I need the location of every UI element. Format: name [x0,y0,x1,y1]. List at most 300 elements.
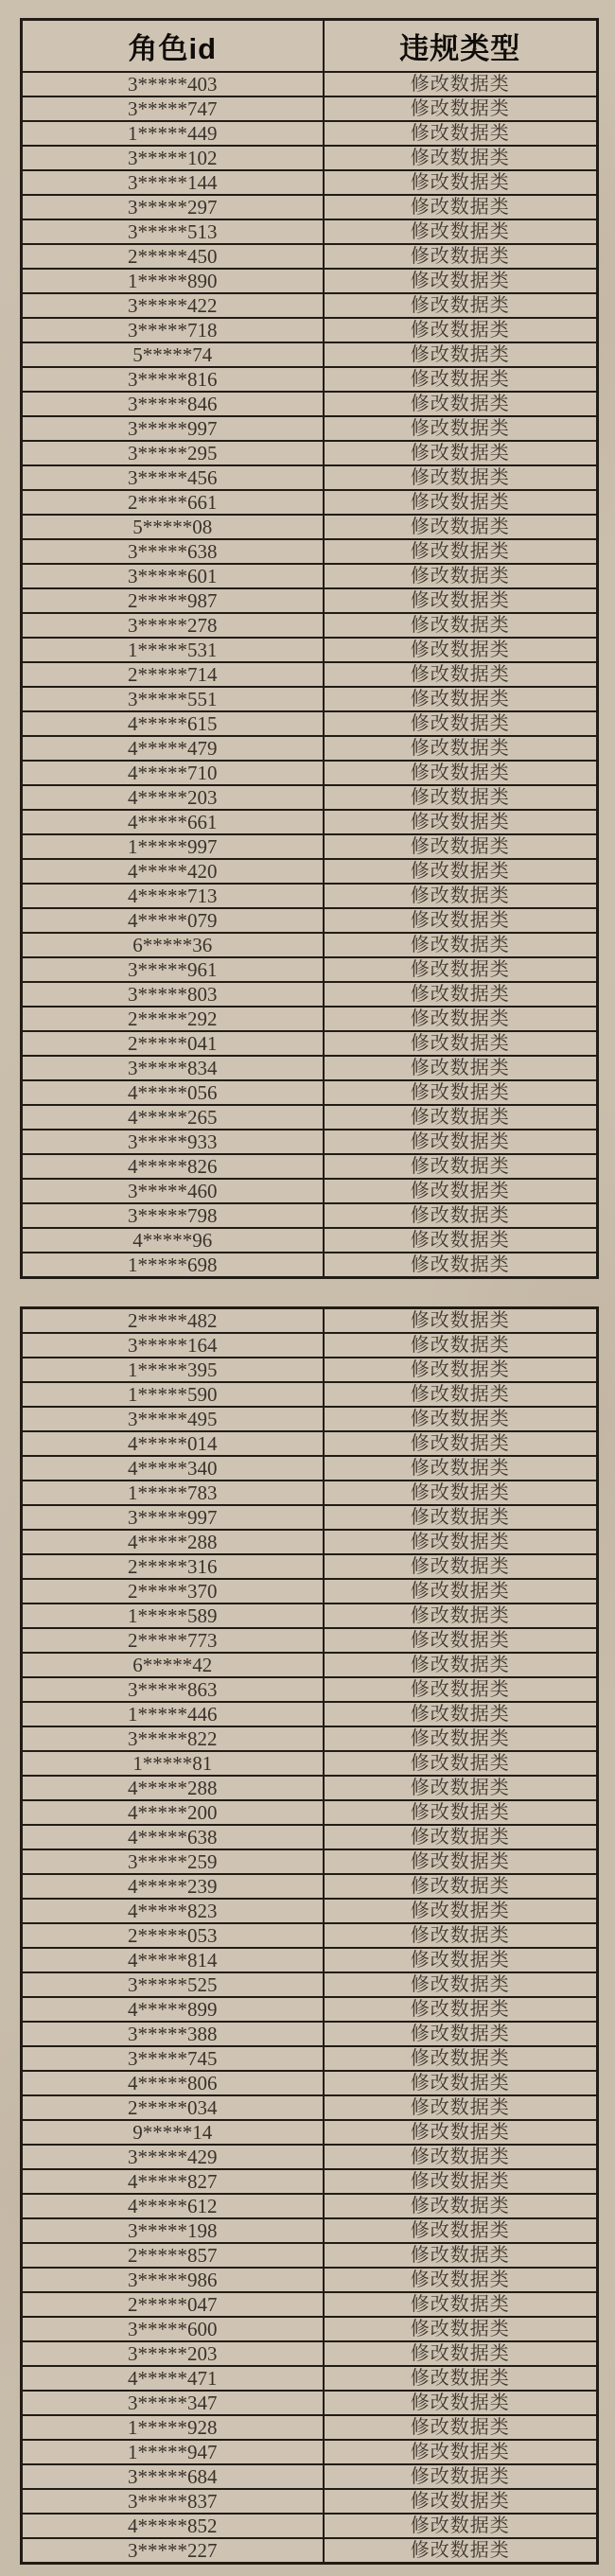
role-id-cell: 4*****471 [22,2366,324,2391]
role-id-cell: 3*****837 [22,2489,324,2514]
table-row [22,638,598,662]
role-id-cell: 4*****340 [22,1456,324,1481]
role-id-cell: 9*****14 [22,2120,324,2145]
role-id-cell: 4*****200 [22,1800,324,1825]
table-row [22,2514,598,2538]
table-row [22,1456,598,1481]
violation-type-cell: 修改数据类 [324,1031,598,1056]
role-id-cell: 4*****826 [22,1154,324,1179]
table-row [22,933,598,957]
role-id-cell: 3*****745 [22,2046,324,2071]
table-row [22,2268,598,2292]
table-row [22,1751,598,1776]
role-id-cell: 4*****014 [22,1431,324,1456]
violation-type-cell: 修改数据类 [324,1653,598,1677]
table-row [22,1628,598,1653]
table-row [22,711,598,736]
role-id-cell: 3*****259 [22,1849,324,1874]
table-row [22,367,598,392]
violation-type-cell: 修改数据类 [324,2046,598,2071]
role-id-cell: 3*****144 [22,170,324,195]
violation-type-cell: 修改数据类 [324,1603,598,1628]
role-id-cell: 4*****899 [22,1997,324,2022]
table-row [22,392,598,416]
table-row [22,170,598,195]
table-row [22,1105,598,1130]
violation-type-cell: 修改数据类 [324,834,598,859]
violation-table-primary [20,18,599,1279]
table-row [22,2415,598,2440]
role-id-cell: 3*****961 [22,957,324,982]
role-id-cell: 4*****638 [22,1825,324,1849]
violation-type-cell: 修改数据类 [324,1080,598,1105]
violation-type-cell: 修改数据类 [324,859,598,884]
table-row [22,2194,598,2218]
violation-type-cell: 修改数据类 [324,1751,598,1776]
violation-type-cell: 修改数据类 [324,884,598,908]
violation-type-cell: 修改数据类 [324,1253,598,1278]
violation-type-cell: 修改数据类 [324,1874,598,1899]
role-id-cell: 4*****288 [22,1776,324,1800]
table-row [22,2046,598,2071]
table-row [22,1726,598,1751]
table-row [22,72,598,96]
violation-type-cell: 修改数据类 [324,982,598,1007]
violation-type-cell: 修改数据类 [324,1179,598,1203]
table-row [22,342,598,367]
role-id-cell: 3*****297 [22,195,324,219]
violation-type-cell: 修改数据类 [324,908,598,933]
table-row [22,1776,598,1800]
role-id-cell: 1*****698 [22,1253,324,1278]
role-id-cell: 3*****822 [22,1726,324,1751]
table-row [22,736,598,761]
role-id-cell: 3*****816 [22,367,324,392]
violation-type-cell: 修改数据类 [324,219,598,244]
table-row [22,1333,598,1358]
role-id-cell: 6*****36 [22,933,324,957]
role-id-cell: 4*****479 [22,736,324,761]
table-row [22,2440,598,2464]
violation-type-cell: 修改数据类 [324,2538,598,2564]
violation-type-cell: 修改数据类 [324,2415,598,2440]
violation-type-cell: 修改数据类 [324,1308,598,1334]
role-id-cell: 1*****928 [22,2415,324,2440]
violation-type-cell: 修改数据类 [324,810,598,834]
violation-type-cell: 修改数据类 [324,564,598,588]
table-row [22,1253,598,1278]
role-id-cell: 3*****198 [22,2218,324,2243]
role-id-cell: 4*****420 [22,859,324,884]
violation-type-cell: 修改数据类 [324,2341,598,2366]
violation-type-cell: 修改数据类 [324,1358,598,1382]
table-row [22,1431,598,1456]
violation-type-cell: 修改数据类 [324,1825,598,1849]
role-id-cell: 1*****590 [22,1382,324,1407]
role-id-cell: 3*****933 [22,1130,324,1154]
violation-type-cell: 修改数据类 [324,1228,598,1253]
violation-type-cell: 修改数据类 [324,2464,598,2489]
table-row [22,269,598,293]
role-id-cell: 4*****713 [22,884,324,908]
role-id-cell: 3*****388 [22,2022,324,2046]
violation-type-cell: 修改数据类 [324,146,598,170]
table-row [22,1899,598,1923]
table-row [22,1179,598,1203]
violation-type-header: 违规类型 [324,20,598,73]
table-row [22,564,598,588]
violation-type-cell: 修改数据类 [324,2268,598,2292]
table-row [22,2292,598,2317]
table-row [22,1923,598,1948]
role-id-cell: 2*****773 [22,1628,324,1653]
table-row [22,957,598,982]
violation-type-cell: 修改数据类 [324,465,598,490]
violation-type-cell: 修改数据类 [324,1505,598,1530]
role-id-cell: 3*****203 [22,2341,324,2366]
role-id-cell: 3*****601 [22,564,324,588]
role-id-cell: 3*****347 [22,2391,324,2415]
violation-type-cell: 修改数据类 [324,711,598,736]
role-id-cell: 3*****803 [22,982,324,1007]
table-row [22,539,598,564]
table-row [22,1154,598,1179]
role-id-cell: 6*****42 [22,1653,324,1677]
violation-type-cell: 修改数据类 [324,515,598,539]
violation-type-cell: 修改数据类 [324,1431,598,1456]
role-id-cell: 4*****806 [22,2071,324,2095]
violation-type-cell: 修改数据类 [324,2391,598,2415]
role-id-cell: 3*****638 [22,539,324,564]
table-row [22,195,598,219]
violation-type-cell: 修改数据类 [324,2292,598,2317]
violation-type-cell: 修改数据类 [324,1407,598,1431]
role-id-cell: 1*****997 [22,834,324,859]
role-id-cell: 2*****034 [22,2095,324,2120]
role-id-cell: 4*****852 [22,2514,324,2538]
table-row [22,490,598,515]
violation-type-cell: 修改数据类 [324,638,598,662]
role-id-cell: 3*****684 [22,2464,324,2489]
table-row [22,613,598,638]
table-row [22,244,598,269]
table-row [22,834,598,859]
violation-type-cell: 修改数据类 [324,195,598,219]
violation-type-cell: 修改数据类 [324,121,598,146]
table-row [22,1308,598,1334]
violation-type-cell: 修改数据类 [324,1726,598,1751]
violation-type-cell: 修改数据类 [324,662,598,687]
table-row [22,1358,598,1382]
role-id-cell: 2*****661 [22,490,324,515]
table-row [22,1031,598,1056]
violation-type-cell: 修改数据类 [324,1203,598,1228]
role-id-cell: 3*****102 [22,146,324,170]
violation-type-cell: 修改数据类 [324,2489,598,2514]
violation-type-cell: 修改数据类 [324,1056,598,1080]
table-row [22,908,598,933]
violation-type-cell: 修改数据类 [324,490,598,515]
table-row [22,416,598,441]
role-id-cell: 2*****370 [22,1579,324,1603]
table-row [22,318,598,342]
table-row [22,1080,598,1105]
role-id-cell: 2*****482 [22,1308,324,1334]
table-row [22,1554,598,1579]
table-row [22,785,598,810]
violation-type-cell: 修改数据类 [324,2243,598,2268]
table-row [22,2218,598,2243]
violation-type-cell: 修改数据类 [324,2194,598,2218]
violation-type-cell: 修改数据类 [324,613,598,638]
role-id-cell: 4*****661 [22,810,324,834]
role-id-cell: 1*****890 [22,269,324,293]
table-row [22,1677,598,1702]
table-row [22,2169,598,2194]
role-id-cell: 1*****449 [22,121,324,146]
violation-type-cell: 修改数据类 [324,1130,598,1154]
violation-type-cell: 修改数据类 [324,957,598,982]
role-id-cell: 3*****525 [22,1972,324,1997]
role-id-cell: 3*****495 [22,1407,324,1431]
role-id-cell: 3*****798 [22,1203,324,1228]
table-row [22,1603,598,1628]
violation-type-cell: 修改数据类 [324,1382,598,1407]
violation-type-cell: 修改数据类 [324,2169,598,2194]
violation-type-cell: 修改数据类 [324,1948,598,1972]
role-id-cell: 1*****947 [22,2440,324,2464]
violation-type-cell: 修改数据类 [324,1554,598,1579]
role-id-cell: 2*****987 [22,588,324,613]
role-id-cell: 2*****316 [22,1554,324,1579]
role-id-cell: 2*****053 [22,1923,324,1948]
violation-type-cell: 修改数据类 [324,1481,598,1505]
role-id-cell: 1*****783 [22,1481,324,1505]
role-id-cell: 3*****551 [22,687,324,711]
violation-type-cell: 修改数据类 [324,1899,598,1923]
role-id-cell: 1*****446 [22,1702,324,1726]
table-row [22,2538,598,2564]
table-row [22,2391,598,2415]
role-id-header: 角色id [22,20,324,73]
table-row [22,293,598,318]
role-id-cell: 2*****047 [22,2292,324,2317]
violation-type-cell: 修改数据类 [324,1923,598,1948]
violation-type-cell: 修改数据类 [324,170,598,195]
table-row [22,146,598,170]
violation-type-cell: 修改数据类 [324,96,598,121]
table-row [22,982,598,1007]
table-row [22,2341,598,2366]
violation-type-cell: 修改数据类 [324,1677,598,1702]
table-row [22,2120,598,2145]
table-row [22,441,598,465]
violation-type-cell: 修改数据类 [324,2218,598,2243]
table-row [22,859,598,884]
table-row [22,2071,598,2095]
violation-type-cell: 修改数据类 [324,933,598,957]
violation-type-cell: 修改数据类 [324,761,598,785]
table-row [22,662,598,687]
violation-type-cell: 修改数据类 [324,736,598,761]
role-id-cell: 4*****288 [22,1530,324,1554]
table-row [22,2095,598,2120]
table-row [22,1007,598,1031]
table-row [22,1997,598,2022]
table-row [22,884,598,908]
role-id-cell: 3*****164 [22,1333,324,1358]
table-row [22,1530,598,1554]
role-id-cell: 4*****203 [22,785,324,810]
table-row [22,1948,598,1972]
role-id-cell: 3*****747 [22,96,324,121]
role-id-cell: 1*****81 [22,1751,324,1776]
table-row [22,1382,598,1407]
role-id-cell: 3*****278 [22,613,324,638]
table-row [22,2489,598,2514]
role-id-cell: 5*****74 [22,342,324,367]
table-row [22,1228,598,1253]
table-header-row [22,20,598,73]
role-id-cell: 2*****714 [22,662,324,687]
violation-type-cell: 修改数据类 [324,1007,598,1031]
violation-type-cell: 修改数据类 [324,1333,598,1358]
role-id-cell: 1*****531 [22,638,324,662]
table-row [22,1505,598,1530]
table-row [22,1849,598,1874]
role-id-cell: 3*****422 [22,293,324,318]
violation-type-cell: 修改数据类 [324,785,598,810]
role-id-cell: 3*****429 [22,2145,324,2169]
table-row [22,2022,598,2046]
violation-type-cell: 修改数据类 [324,2317,598,2341]
violation-type-cell: 修改数据类 [324,2120,598,2145]
violation-type-cell: 修改数据类 [324,1579,598,1603]
role-id-cell: 4*****823 [22,1899,324,1923]
violation-type-cell: 修改数据类 [324,1628,598,1653]
role-id-cell: 3*****863 [22,1677,324,1702]
role-id-cell: 3*****718 [22,318,324,342]
violation-type-cell: 修改数据类 [324,269,598,293]
violation-type-cell: 修改数据类 [324,2071,598,2095]
role-id-cell: 1*****395 [22,1358,324,1382]
violation-type-cell: 修改数据类 [324,2145,598,2169]
table-row [22,687,598,711]
violation-type-cell: 修改数据类 [324,2366,598,2391]
table-row [22,1874,598,1899]
table-row [22,2366,598,2391]
table-row [22,219,598,244]
violation-type-cell: 修改数据类 [324,2440,598,2464]
role-id-cell: 3*****227 [22,2538,324,2564]
table-row [22,2243,598,2268]
table-row [22,810,598,834]
violation-type-cell: 修改数据类 [324,1800,598,1825]
violation-type-cell: 修改数据类 [324,293,598,318]
violation-type-cell: 修改数据类 [324,1105,598,1130]
role-id-cell: 4*****96 [22,1228,324,1253]
violation-type-cell: 修改数据类 [324,1702,598,1726]
violation-type-cell: 修改数据类 [324,244,598,269]
role-id-cell: 4*****827 [22,2169,324,2194]
table-row [22,1702,598,1726]
table-row [22,588,598,613]
violation-type-cell: 修改数据类 [324,416,598,441]
role-id-cell: 3*****456 [22,465,324,490]
role-id-cell: 3*****997 [22,1505,324,1530]
violation-type-cell: 修改数据类 [324,1776,598,1800]
role-id-cell: 4*****079 [22,908,324,933]
role-id-cell: 1*****589 [22,1603,324,1628]
table-row [22,2317,598,2341]
role-id-cell: 3*****846 [22,392,324,416]
table-row [22,2464,598,2489]
table-row [22,1203,598,1228]
table-row [22,121,598,146]
table-row [22,1579,598,1603]
table-row [22,1972,598,1997]
table-row [22,1056,598,1080]
violation-type-cell: 修改数据类 [324,72,598,96]
violation-table-primary-body [22,72,598,1278]
role-id-cell: 4*****265 [22,1105,324,1130]
violation-type-cell: 修改数据类 [324,588,598,613]
violation-type-cell: 修改数据类 [324,1530,598,1554]
role-id-cell: 3*****403 [22,72,324,96]
table-row [22,1825,598,1849]
role-id-cell: 3*****460 [22,1179,324,1203]
table-row [22,465,598,490]
violation-type-cell: 修改数据类 [324,367,598,392]
violation-type-cell: 修改数据类 [324,1997,598,2022]
role-id-cell: 2*****041 [22,1031,324,1056]
role-id-cell: 4*****056 [22,1080,324,1105]
violation-type-cell: 修改数据类 [324,539,598,564]
table-row [22,515,598,539]
role-id-cell: 5*****08 [22,515,324,539]
role-id-cell: 3*****986 [22,2268,324,2292]
violation-type-cell: 修改数据类 [324,1154,598,1179]
role-id-cell: 2*****857 [22,2243,324,2268]
violation-type-cell: 修改数据类 [324,1456,598,1481]
violation-type-cell: 修改数据类 [324,2022,598,2046]
violation-type-cell: 修改数据类 [324,392,598,416]
violation-table-secondary-body [22,1308,598,2564]
violation-type-cell: 修改数据类 [324,342,598,367]
role-id-cell: 3*****997 [22,416,324,441]
table-row [22,761,598,785]
table-row [22,1800,598,1825]
role-id-cell: 2*****450 [22,244,324,269]
role-id-cell: 3*****600 [22,2317,324,2341]
role-id-cell: 4*****615 [22,711,324,736]
role-id-cell: 4*****612 [22,2194,324,2218]
role-id-cell: 3*****295 [22,441,324,465]
violation-type-cell: 修改数据类 [324,1849,598,1874]
violation-type-cell: 修改数据类 [324,687,598,711]
role-id-cell: 4*****710 [22,761,324,785]
violation-type-cell: 修改数据类 [324,1972,598,1997]
role-id-cell: 3*****513 [22,219,324,244]
table-row [22,2145,598,2169]
role-id-cell: 3*****834 [22,1056,324,1080]
violation-table-secondary [20,1306,599,2565]
table-row [22,1653,598,1677]
table-row [22,1481,598,1505]
role-id-cell: 4*****814 [22,1948,324,1972]
table-row [22,96,598,121]
violation-type-cell: 修改数据类 [324,2095,598,2120]
